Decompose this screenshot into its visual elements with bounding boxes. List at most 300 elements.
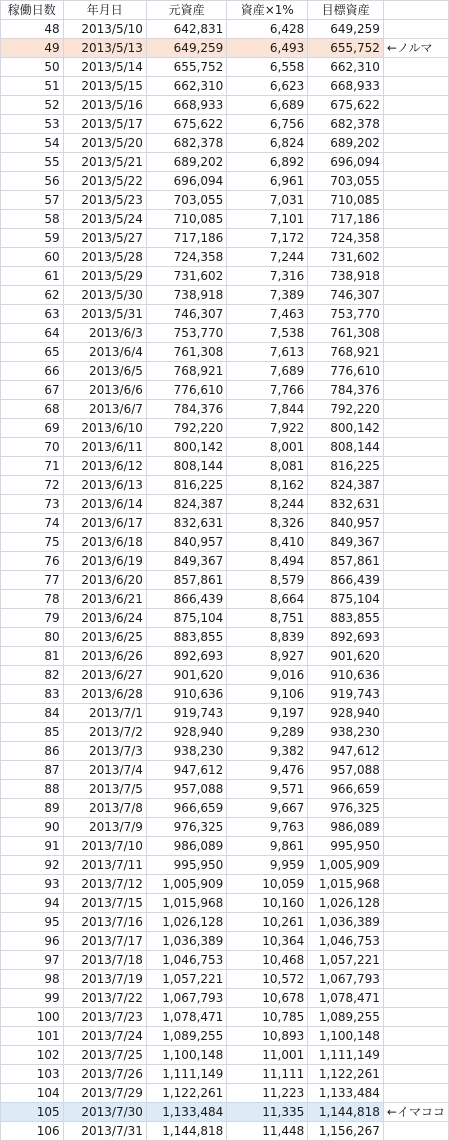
cell-working-day[interactable]: 71 bbox=[1, 457, 64, 476]
cell-assets-one-percent[interactable]: 7,172 bbox=[227, 229, 308, 248]
cell-note[interactable] bbox=[383, 58, 448, 77]
cell-working-day[interactable]: 70 bbox=[1, 438, 64, 457]
cell-assets-one-percent[interactable]: 6,623 bbox=[227, 77, 308, 96]
cell-date[interactable]: 2013/6/26 bbox=[63, 647, 146, 666]
cell-note[interactable] bbox=[383, 419, 448, 438]
cell-date[interactable]: 2013/6/25 bbox=[63, 628, 146, 647]
cell-note[interactable] bbox=[383, 476, 448, 495]
cell-date[interactable]: 2013/7/18 bbox=[63, 951, 146, 970]
cell-note[interactable] bbox=[383, 1084, 448, 1103]
cell-assets-one-percent[interactable]: 7,316 bbox=[227, 267, 308, 286]
cell-assets-one-percent[interactable]: 9,197 bbox=[227, 704, 308, 723]
cell-target-assets[interactable]: 738,918 bbox=[308, 267, 384, 286]
cell-note[interactable] bbox=[383, 875, 448, 894]
cell-working-day[interactable]: 59 bbox=[1, 229, 64, 248]
cell-original-assets[interactable]: 1,015,968 bbox=[146, 894, 226, 913]
cell-original-assets[interactable]: 649,259 bbox=[146, 39, 226, 58]
cell-note[interactable] bbox=[383, 400, 448, 419]
cell-note[interactable] bbox=[383, 837, 448, 856]
cell-working-day[interactable]: 50 bbox=[1, 58, 64, 77]
cell-date[interactable]: 2013/5/27 bbox=[63, 229, 146, 248]
cell-original-assets[interactable]: 675,622 bbox=[146, 115, 226, 134]
cell-assets-one-percent[interactable]: 7,766 bbox=[227, 381, 308, 400]
cell-target-assets[interactable]: 682,378 bbox=[308, 115, 384, 134]
cell-note[interactable] bbox=[383, 96, 448, 115]
cell-target-assets[interactable]: 866,439 bbox=[308, 571, 384, 590]
cell-target-assets[interactable]: 768,921 bbox=[308, 343, 384, 362]
cell-target-assets[interactable]: 910,636 bbox=[308, 666, 384, 685]
cell-target-assets[interactable]: 816,225 bbox=[308, 457, 384, 476]
cell-working-day[interactable]: 54 bbox=[1, 134, 64, 153]
cell-note[interactable] bbox=[383, 609, 448, 628]
cell-note[interactable] bbox=[383, 989, 448, 1008]
cell-working-day[interactable]: 73 bbox=[1, 495, 64, 514]
cell-assets-one-percent[interactable]: 9,861 bbox=[227, 837, 308, 856]
cell-target-assets[interactable]: 1,026,128 bbox=[308, 894, 384, 913]
cell-date[interactable]: 2013/5/17 bbox=[63, 115, 146, 134]
cell-original-assets[interactable]: 849,367 bbox=[146, 552, 226, 571]
cell-note[interactable] bbox=[383, 818, 448, 837]
cell-date[interactable]: 2013/5/16 bbox=[63, 96, 146, 115]
cell-note[interactable] bbox=[383, 324, 448, 343]
cell-assets-one-percent[interactable]: 11,448 bbox=[227, 1122, 308, 1141]
cell-assets-one-percent[interactable]: 7,101 bbox=[227, 210, 308, 229]
cell-assets-one-percent[interactable]: 8,494 bbox=[227, 552, 308, 571]
cell-original-assets[interactable]: 753,770 bbox=[146, 324, 226, 343]
header-date[interactable]: 年月日 bbox=[63, 1, 146, 20]
cell-assets-one-percent[interactable]: 6,428 bbox=[227, 20, 308, 39]
cell-date[interactable]: 2013/5/29 bbox=[63, 267, 146, 286]
cell-assets-one-percent[interactable]: 7,244 bbox=[227, 248, 308, 267]
cell-original-assets[interactable]: 976,325 bbox=[146, 818, 226, 837]
cell-target-assets[interactable]: 776,610 bbox=[308, 362, 384, 381]
cell-original-assets[interactable]: 642,831 bbox=[146, 20, 226, 39]
cell-target-assets[interactable]: 986,089 bbox=[308, 818, 384, 837]
cell-working-day[interactable]: 92 bbox=[1, 856, 64, 875]
cell-date[interactable]: 2013/6/28 bbox=[63, 685, 146, 704]
cell-date[interactable]: 2013/7/19 bbox=[63, 970, 146, 989]
cell-assets-one-percent[interactable]: 7,463 bbox=[227, 305, 308, 324]
cell-assets-one-percent[interactable]: 10,364 bbox=[227, 932, 308, 951]
cell-note[interactable] bbox=[383, 628, 448, 647]
cell-date[interactable]: 2013/7/15 bbox=[63, 894, 146, 913]
cell-note[interactable] bbox=[383, 229, 448, 248]
cell-date[interactable]: 2013/7/24 bbox=[63, 1027, 146, 1046]
cell-note[interactable] bbox=[383, 590, 448, 609]
cell-working-day[interactable]: 72 bbox=[1, 476, 64, 495]
cell-original-assets[interactable]: 668,933 bbox=[146, 96, 226, 115]
cell-note[interactable] bbox=[383, 723, 448, 742]
cell-working-day[interactable]: 61 bbox=[1, 267, 64, 286]
cell-target-assets[interactable]: 753,770 bbox=[308, 305, 384, 324]
cell-working-day[interactable]: 105 bbox=[1, 1103, 64, 1122]
cell-working-day[interactable]: 94 bbox=[1, 894, 64, 913]
cell-working-day[interactable]: 49 bbox=[1, 39, 64, 58]
cell-assets-one-percent[interactable]: 6,558 bbox=[227, 58, 308, 77]
cell-date[interactable]: 2013/5/21 bbox=[63, 153, 146, 172]
cell-original-assets[interactable]: 1,067,793 bbox=[146, 989, 226, 1008]
cell-assets-one-percent[interactable]: 8,326 bbox=[227, 514, 308, 533]
cell-note[interactable] bbox=[383, 571, 448, 590]
cell-original-assets[interactable]: 703,055 bbox=[146, 191, 226, 210]
cell-assets-one-percent[interactable]: 11,001 bbox=[227, 1046, 308, 1065]
cell-working-day[interactable]: 62 bbox=[1, 286, 64, 305]
cell-note[interactable] bbox=[383, 172, 448, 191]
cell-working-day[interactable]: 48 bbox=[1, 20, 64, 39]
cell-original-assets[interactable]: 784,376 bbox=[146, 400, 226, 419]
cell-note[interactable] bbox=[383, 533, 448, 552]
cell-original-assets[interactable]: 1,078,471 bbox=[146, 1008, 226, 1027]
cell-original-assets[interactable]: 738,918 bbox=[146, 286, 226, 305]
cell-note[interactable] bbox=[383, 970, 448, 989]
cell-assets-one-percent[interactable]: 8,664 bbox=[227, 590, 308, 609]
cell-date[interactable]: 2013/5/20 bbox=[63, 134, 146, 153]
cell-target-assets[interactable]: 1,067,793 bbox=[308, 970, 384, 989]
cell-original-assets[interactable]: 816,225 bbox=[146, 476, 226, 495]
cell-note[interactable] bbox=[383, 153, 448, 172]
cell-original-assets[interactable]: 746,307 bbox=[146, 305, 226, 324]
cell-date[interactable]: 2013/6/18 bbox=[63, 533, 146, 552]
cell-date[interactable]: 2013/5/15 bbox=[63, 77, 146, 96]
cell-date[interactable]: 2013/6/5 bbox=[63, 362, 146, 381]
cell-working-day[interactable]: 52 bbox=[1, 96, 64, 115]
cell-date[interactable]: 2013/6/3 bbox=[63, 324, 146, 343]
cell-assets-one-percent[interactable]: 10,893 bbox=[227, 1027, 308, 1046]
cell-working-day[interactable]: 75 bbox=[1, 533, 64, 552]
cell-note[interactable] bbox=[383, 77, 448, 96]
cell-date[interactable]: 2013/7/9 bbox=[63, 818, 146, 837]
cell-date[interactable]: 2013/6/4 bbox=[63, 343, 146, 362]
cell-note[interactable] bbox=[383, 913, 448, 932]
cell-date[interactable]: 2013/7/22 bbox=[63, 989, 146, 1008]
cell-target-assets[interactable]: 849,367 bbox=[308, 533, 384, 552]
cell-target-assets[interactable]: 957,088 bbox=[308, 761, 384, 780]
cell-assets-one-percent[interactable]: 9,476 bbox=[227, 761, 308, 780]
cell-date[interactable]: 2013/7/26 bbox=[63, 1065, 146, 1084]
cell-date[interactable]: 2013/6/7 bbox=[63, 400, 146, 419]
cell-target-assets[interactable]: 703,055 bbox=[308, 172, 384, 191]
cell-note[interactable] bbox=[383, 685, 448, 704]
cell-assets-one-percent[interactable]: 7,031 bbox=[227, 191, 308, 210]
cell-assets-one-percent[interactable]: 8,244 bbox=[227, 495, 308, 514]
cell-note[interactable] bbox=[383, 115, 448, 134]
cell-target-assets[interactable]: 655,752 bbox=[308, 39, 384, 58]
cell-original-assets[interactable]: 875,104 bbox=[146, 609, 226, 628]
cell-original-assets[interactable]: 928,940 bbox=[146, 723, 226, 742]
cell-original-assets[interactable]: 857,861 bbox=[146, 571, 226, 590]
cell-assets-one-percent[interactable]: 9,571 bbox=[227, 780, 308, 799]
cell-assets-one-percent[interactable]: 7,538 bbox=[227, 324, 308, 343]
cell-date[interactable]: 2013/7/17 bbox=[63, 932, 146, 951]
cell-assets-one-percent[interactable]: 9,959 bbox=[227, 856, 308, 875]
cell-assets-one-percent[interactable]: 11,111 bbox=[227, 1065, 308, 1084]
cell-original-assets[interactable]: 710,085 bbox=[146, 210, 226, 229]
cell-original-assets[interactable]: 901,620 bbox=[146, 666, 226, 685]
cell-original-assets[interactable]: 1,046,753 bbox=[146, 951, 226, 970]
cell-note[interactable] bbox=[383, 742, 448, 761]
cell-original-assets[interactable]: 1,133,484 bbox=[146, 1103, 226, 1122]
cell-working-day[interactable]: 106 bbox=[1, 1122, 64, 1141]
cell-date[interactable]: 2013/7/16 bbox=[63, 913, 146, 932]
cell-target-assets[interactable]: 995,950 bbox=[308, 837, 384, 856]
cell-date[interactable]: 2013/7/30 bbox=[63, 1103, 146, 1122]
cell-assets-one-percent[interactable]: 10,572 bbox=[227, 970, 308, 989]
cell-note[interactable] bbox=[383, 856, 448, 875]
cell-note[interactable] bbox=[383, 780, 448, 799]
cell-working-day[interactable]: 79 bbox=[1, 609, 64, 628]
cell-target-assets[interactable]: 857,861 bbox=[308, 552, 384, 571]
cell-date[interactable]: 2013/5/10 bbox=[63, 20, 146, 39]
cell-note[interactable] bbox=[383, 343, 448, 362]
header-working-days[interactable]: 稼働日数 bbox=[1, 1, 64, 20]
cell-target-assets[interactable]: 892,693 bbox=[308, 628, 384, 647]
cell-original-assets[interactable]: 1,036,389 bbox=[146, 932, 226, 951]
cell-date[interactable]: 2013/6/19 bbox=[63, 552, 146, 571]
cell-note[interactable] bbox=[383, 362, 448, 381]
cell-assets-one-percent[interactable]: 8,162 bbox=[227, 476, 308, 495]
cell-date[interactable]: 2013/6/27 bbox=[63, 666, 146, 685]
cell-assets-one-percent[interactable]: 6,689 bbox=[227, 96, 308, 115]
cell-date[interactable]: 2013/7/3 bbox=[63, 742, 146, 761]
cell-working-day[interactable]: 84 bbox=[1, 704, 64, 723]
cell-original-assets[interactable]: 776,610 bbox=[146, 381, 226, 400]
cell-original-assets[interactable]: 662,310 bbox=[146, 77, 226, 96]
cell-original-assets[interactable]: 966,659 bbox=[146, 799, 226, 818]
cell-assets-one-percent[interactable]: 8,839 bbox=[227, 628, 308, 647]
cell-original-assets[interactable]: 724,358 bbox=[146, 248, 226, 267]
cell-original-assets[interactable]: 1,100,148 bbox=[146, 1046, 226, 1065]
cell-assets-one-percent[interactable]: 8,927 bbox=[227, 647, 308, 666]
cell-original-assets[interactable]: 792,220 bbox=[146, 419, 226, 438]
cell-target-assets[interactable]: 717,186 bbox=[308, 210, 384, 229]
cell-target-assets[interactable]: 724,358 bbox=[308, 229, 384, 248]
cell-working-day[interactable]: 81 bbox=[1, 647, 64, 666]
cell-assets-one-percent[interactable]: 8,081 bbox=[227, 457, 308, 476]
cell-date[interactable]: 2013/5/22 bbox=[63, 172, 146, 191]
cell-original-assets[interactable]: 655,752 bbox=[146, 58, 226, 77]
cell-working-day[interactable]: 77 bbox=[1, 571, 64, 590]
cell-working-day[interactable]: 69 bbox=[1, 419, 64, 438]
cell-note[interactable] bbox=[383, 799, 448, 818]
cell-note[interactable] bbox=[383, 1122, 448, 1141]
cell-date[interactable]: 2013/7/8 bbox=[63, 799, 146, 818]
cell-date[interactable]: 2013/5/28 bbox=[63, 248, 146, 267]
cell-date[interactable]: 2013/7/11 bbox=[63, 856, 146, 875]
cell-target-assets[interactable]: 808,144 bbox=[308, 438, 384, 457]
cell-note[interactable] bbox=[383, 704, 448, 723]
cell-target-assets[interactable]: 1,144,818 bbox=[308, 1103, 384, 1122]
cell-original-assets[interactable]: 892,693 bbox=[146, 647, 226, 666]
cell-assets-one-percent[interactable]: 9,763 bbox=[227, 818, 308, 837]
cell-note[interactable] bbox=[383, 286, 448, 305]
cell-date[interactable]: 2013/7/12 bbox=[63, 875, 146, 894]
cell-target-assets[interactable]: 731,602 bbox=[308, 248, 384, 267]
cell-original-assets[interactable]: 832,631 bbox=[146, 514, 226, 533]
cell-working-day[interactable]: 65 bbox=[1, 343, 64, 362]
cell-assets-one-percent[interactable]: 8,579 bbox=[227, 571, 308, 590]
cell-target-assets[interactable]: 649,259 bbox=[308, 20, 384, 39]
cell-assets-one-percent[interactable]: 10,059 bbox=[227, 875, 308, 894]
cell-original-assets[interactable]: 1,089,255 bbox=[146, 1027, 226, 1046]
cell-target-assets[interactable]: 938,230 bbox=[308, 723, 384, 742]
cell-original-assets[interactable]: 689,202 bbox=[146, 153, 226, 172]
cell-original-assets[interactable]: 947,612 bbox=[146, 761, 226, 780]
cell-original-assets[interactable]: 682,378 bbox=[146, 134, 226, 153]
cell-working-day[interactable]: 60 bbox=[1, 248, 64, 267]
cell-target-assets[interactable]: 675,622 bbox=[308, 96, 384, 115]
cell-note[interactable] bbox=[383, 191, 448, 210]
cell-target-assets[interactable]: 1,036,389 bbox=[308, 913, 384, 932]
cell-target-assets[interactable]: 662,310 bbox=[308, 58, 384, 77]
cell-target-assets[interactable]: 832,631 bbox=[308, 495, 384, 514]
cell-target-assets[interactable]: 947,612 bbox=[308, 742, 384, 761]
cell-target-assets[interactable]: 1,057,221 bbox=[308, 951, 384, 970]
cell-note[interactable] bbox=[383, 457, 448, 476]
cell-assets-one-percent[interactable]: 9,289 bbox=[227, 723, 308, 742]
cell-working-day[interactable]: 57 bbox=[1, 191, 64, 210]
cell-note[interactable] bbox=[383, 134, 448, 153]
cell-original-assets[interactable]: 957,088 bbox=[146, 780, 226, 799]
cell-note[interactable] bbox=[383, 552, 448, 571]
cell-working-day[interactable]: 87 bbox=[1, 761, 64, 780]
cell-working-day[interactable]: 86 bbox=[1, 742, 64, 761]
cell-assets-one-percent[interactable]: 11,335 bbox=[227, 1103, 308, 1122]
cell-date[interactable]: 2013/5/30 bbox=[63, 286, 146, 305]
cell-target-assets[interactable]: 668,933 bbox=[308, 77, 384, 96]
cell-target-assets[interactable]: 1,089,255 bbox=[308, 1008, 384, 1027]
cell-assets-one-percent[interactable]: 8,001 bbox=[227, 438, 308, 457]
cell-date[interactable]: 2013/6/10 bbox=[63, 419, 146, 438]
cell-note[interactable] bbox=[383, 20, 448, 39]
cell-note[interactable] bbox=[383, 305, 448, 324]
cell-date[interactable]: 2013/6/21 bbox=[63, 590, 146, 609]
cell-date[interactable]: 2013/5/14 bbox=[63, 58, 146, 77]
cell-original-assets[interactable]: 824,387 bbox=[146, 495, 226, 514]
cell-working-day[interactable]: 90 bbox=[1, 818, 64, 837]
cell-target-assets[interactable]: 901,620 bbox=[308, 647, 384, 666]
cell-date[interactable]: 2013/6/24 bbox=[63, 609, 146, 628]
cell-working-day[interactable]: 53 bbox=[1, 115, 64, 134]
cell-target-assets[interactable]: 883,855 bbox=[308, 609, 384, 628]
cell-original-assets[interactable]: 800,142 bbox=[146, 438, 226, 457]
cell-target-assets[interactable]: 1,111,149 bbox=[308, 1046, 384, 1065]
cell-target-assets[interactable]: 761,308 bbox=[308, 324, 384, 343]
cell-target-assets[interactable]: 966,659 bbox=[308, 780, 384, 799]
cell-target-assets[interactable]: 1,122,261 bbox=[308, 1065, 384, 1084]
cell-original-assets[interactable]: 768,921 bbox=[146, 362, 226, 381]
cell-target-assets[interactable]: 710,085 bbox=[308, 191, 384, 210]
cell-date[interactable]: 2013/6/13 bbox=[63, 476, 146, 495]
cell-note[interactable] bbox=[383, 438, 448, 457]
cell-assets-one-percent[interactable]: 9,667 bbox=[227, 799, 308, 818]
header-original-assets[interactable]: 元資産 bbox=[146, 1, 226, 20]
cell-assets-one-percent[interactable]: 6,493 bbox=[227, 39, 308, 58]
cell-note[interactable] bbox=[383, 210, 448, 229]
cell-date[interactable]: 2013/7/23 bbox=[63, 1008, 146, 1027]
cell-assets-one-percent[interactable]: 9,106 bbox=[227, 685, 308, 704]
cell-original-assets[interactable]: 995,950 bbox=[146, 856, 226, 875]
cell-working-day[interactable]: 99 bbox=[1, 989, 64, 1008]
cell-working-day[interactable]: 68 bbox=[1, 400, 64, 419]
cell-assets-one-percent[interactable]: 6,961 bbox=[227, 172, 308, 191]
cell-assets-one-percent[interactable]: 7,389 bbox=[227, 286, 308, 305]
cell-note[interactable] bbox=[383, 1027, 448, 1046]
cell-note[interactable] bbox=[383, 951, 448, 970]
cell-date[interactable]: 2013/5/24 bbox=[63, 210, 146, 229]
cell-assets-one-percent[interactable]: 6,892 bbox=[227, 153, 308, 172]
cell-target-assets[interactable]: 1,156,267 bbox=[308, 1122, 384, 1141]
cell-working-day[interactable]: 55 bbox=[1, 153, 64, 172]
cell-note[interactable] bbox=[383, 932, 448, 951]
cell-note[interactable] bbox=[383, 267, 448, 286]
cell-note[interactable] bbox=[383, 666, 448, 685]
cell-note[interactable] bbox=[383, 1008, 448, 1027]
cell-original-assets[interactable]: 761,308 bbox=[146, 343, 226, 362]
cell-working-day[interactable]: 51 bbox=[1, 77, 64, 96]
cell-date[interactable]: 2013/7/4 bbox=[63, 761, 146, 780]
cell-assets-one-percent[interactable]: 10,785 bbox=[227, 1008, 308, 1027]
cell-assets-one-percent[interactable]: 7,613 bbox=[227, 343, 308, 362]
cell-original-assets[interactable]: 717,186 bbox=[146, 229, 226, 248]
cell-target-assets[interactable]: 746,307 bbox=[308, 286, 384, 305]
cell-original-assets[interactable]: 840,957 bbox=[146, 533, 226, 552]
cell-working-day[interactable]: 104 bbox=[1, 1084, 64, 1103]
cell-original-assets[interactable]: 919,743 bbox=[146, 704, 226, 723]
cell-working-day[interactable]: 97 bbox=[1, 951, 64, 970]
cell-working-day[interactable]: 78 bbox=[1, 590, 64, 609]
cell-target-assets[interactable]: 1,046,753 bbox=[308, 932, 384, 951]
cell-date[interactable]: 2013/7/29 bbox=[63, 1084, 146, 1103]
cell-working-day[interactable]: 82 bbox=[1, 666, 64, 685]
header-assets-one-percent[interactable]: 資産×1% bbox=[227, 1, 308, 20]
cell-working-day[interactable]: 74 bbox=[1, 514, 64, 533]
cell-target-assets[interactable]: 1,005,909 bbox=[308, 856, 384, 875]
cell-original-assets[interactable]: 808,144 bbox=[146, 457, 226, 476]
cell-assets-one-percent[interactable]: 11,223 bbox=[227, 1084, 308, 1103]
cell-date[interactable]: 2013/7/25 bbox=[63, 1046, 146, 1065]
cell-working-day[interactable]: 101 bbox=[1, 1027, 64, 1046]
cell-working-day[interactable]: 95 bbox=[1, 913, 64, 932]
cell-target-assets[interactable]: 784,376 bbox=[308, 381, 384, 400]
cell-working-day[interactable]: 88 bbox=[1, 780, 64, 799]
cell-assets-one-percent[interactable]: 6,824 bbox=[227, 134, 308, 153]
cell-target-assets[interactable]: 1,100,148 bbox=[308, 1027, 384, 1046]
cell-assets-one-percent[interactable]: 7,844 bbox=[227, 400, 308, 419]
cell-working-day[interactable]: 64 bbox=[1, 324, 64, 343]
cell-target-assets[interactable]: 976,325 bbox=[308, 799, 384, 818]
cell-working-day[interactable]: 96 bbox=[1, 932, 64, 951]
cell-target-assets[interactable]: 800,142 bbox=[308, 419, 384, 438]
cell-working-day[interactable]: 63 bbox=[1, 305, 64, 324]
header-note[interactable] bbox=[383, 1, 448, 20]
cell-target-assets[interactable]: 1,015,968 bbox=[308, 875, 384, 894]
cell-target-assets[interactable]: 792,220 bbox=[308, 400, 384, 419]
cell-working-day[interactable]: 93 bbox=[1, 875, 64, 894]
cell-note[interactable] bbox=[383, 894, 448, 913]
cell-note[interactable] bbox=[383, 495, 448, 514]
cell-target-assets[interactable]: 696,094 bbox=[308, 153, 384, 172]
cell-date[interactable]: 2013/7/31 bbox=[63, 1122, 146, 1141]
header-target-assets[interactable]: 目標資産 bbox=[308, 1, 384, 20]
cell-date[interactable]: 2013/5/31 bbox=[63, 305, 146, 324]
cell-date[interactable]: 2013/6/6 bbox=[63, 381, 146, 400]
cell-target-assets[interactable]: 1,133,484 bbox=[308, 1084, 384, 1103]
cell-original-assets[interactable]: 910,636 bbox=[146, 685, 226, 704]
cell-working-day[interactable]: 89 bbox=[1, 799, 64, 818]
cell-assets-one-percent[interactable]: 7,922 bbox=[227, 419, 308, 438]
cell-target-assets[interactable]: 875,104 bbox=[308, 590, 384, 609]
cell-date[interactable]: 2013/6/20 bbox=[63, 571, 146, 590]
